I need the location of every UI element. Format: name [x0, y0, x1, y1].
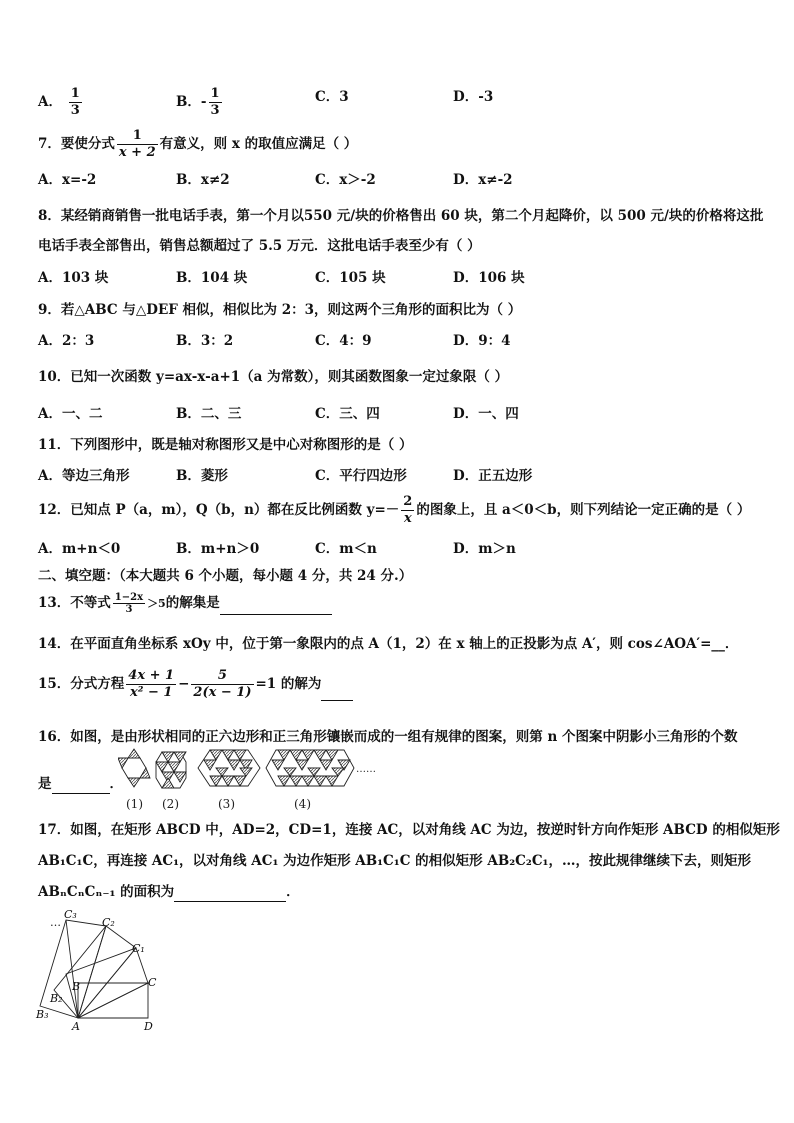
q17-stem-line3: ABₙCₙCₙ₋₁ 的面积为 ．: [38, 884, 300, 900]
q13-answer-blank[interactable]: [220, 600, 332, 615]
tiling-pattern-4: [266, 750, 354, 786]
q8-option-d: D．106 块: [453, 270, 525, 286]
label-b2: B₂: [50, 992, 63, 1005]
q8-stem-line2: 电话手表全部售出，销售总额超过了 5.5 万元．这批电话手表至少有（ ）: [38, 238, 481, 254]
q17-stem-line1: 17．如图，在矩形 ABCD 中，AD=2，CD=1，连接 AC，以对角线 AC 为边，按逆时针方向作矩形 ABCD 的相似矩形: [38, 822, 780, 838]
q8-option-c: C．105 块: [315, 270, 386, 286]
q6-option-b: [176, 86, 224, 119]
q9-option-c: C．4：9: [315, 333, 372, 349]
tiling-label-1: (1): [126, 797, 143, 811]
q7-option-c: C．x＞-2: [315, 172, 376, 188]
q17-answer-blank[interactable]: [174, 887, 286, 902]
q9-stem: 9．若△ABC 与△DEF 相似，相似比为 2：3，则这两个三角形的面积比为（ ）: [38, 302, 522, 318]
q15-answer-blank[interactable]: [321, 686, 353, 701]
q6-option-a-fraction: $\frac{1}{3}$: [70, 86, 80, 118]
label-c: C: [148, 976, 157, 989]
q7-option-a: A．x=-2: [38, 172, 97, 188]
q11-option-c: C．平行四边形: [315, 468, 407, 484]
q12-option-c: C．m＜n: [315, 541, 377, 557]
tiling-label-2: (2): [162, 797, 179, 811]
q10-option-a: A．一、二: [38, 406, 103, 422]
q8-option-a: A．103 块: [38, 270, 109, 286]
q12-stem: 12．已知点 P（a，m），Q（b，n）都在反比例函数 y=－ $\frac{2}{x}$ 的图象上，且 a＜0＜b，则下列结论一定正确的是（ ）: [38, 494, 751, 526]
q7-stem: 7．要使分式 $\frac{1}{x + 2}$ 有意义，则 x 的取值应满足（ ）: [38, 128, 358, 160]
q16-tiling-figure: [118, 748, 378, 816]
q11-option-d: D．正五边形: [453, 468, 533, 484]
q17-stem-line2: AB₁C₁C，再连接 AC₁，以对角线 AC₁ 为边作矩形 AB₁C₁C 的相似矩形 AB₂C₂C₁，…，按此规律继续下去，则矩形: [38, 853, 751, 869]
q16-stem-line1: 16．如图，是由形状相同的正六边形和正三角形镶嵌而成的一组有规律的图案，则第 n 个图案中阴影小三角形的个数: [38, 729, 738, 745]
q9-option-a: A．2：3: [38, 333, 95, 349]
q6-option-b-letter: B．: [176, 94, 201, 110]
q15-fraction-1: $\frac{4x + 1}{\text{x² − 1}}$: [128, 668, 175, 700]
q12-option-a: A．m+n＜0: [38, 541, 121, 557]
q8-option-b: B．104 块: [176, 270, 248, 286]
q7-fraction: $\frac{1}{x + 2}$: [118, 128, 156, 160]
tiling-dots: ……: [356, 764, 376, 775]
q12-option-d: D．m＞n: [453, 541, 516, 557]
q17-rectangle-figure: [30, 906, 170, 1034]
q16-answer-blank[interactable]: [52, 779, 110, 794]
tiling-pattern-1: [118, 749, 150, 787]
q11-option-b: B．菱形: [176, 468, 228, 484]
q10-stem: 10．已知一次函数 y=ax-x-a+1（a 为常数），则其函数图象一定过象限（ ）: [38, 369, 509, 385]
q6-option-c: C．3: [315, 89, 349, 105]
q6-option-d: D．-3: [453, 89, 494, 105]
q10-option-c: C．三、四: [315, 406, 380, 422]
tiling-pattern-3: [198, 750, 260, 786]
q6-option-b-fraction: $\frac{1}{3}$: [210, 86, 220, 118]
q7-option-d: D．x≠-2: [453, 172, 513, 188]
q6-option-a-letter: A．: [38, 94, 62, 110]
q13-fraction: $\frac{1-2x}{3}$: [114, 592, 144, 615]
label-b: B: [72, 980, 81, 993]
q6-option-a: [38, 86, 84, 119]
rectangle-ab2c2c1: [54, 926, 136, 1018]
tiling-pattern-2: [156, 752, 186, 788]
tiling-label-3: (3): [218, 797, 235, 811]
q9-option-b: B．3：2: [176, 333, 234, 349]
q9-option-d: D．9：4: [453, 333, 511, 349]
q11-option-a: A．等边三角形: [38, 468, 130, 484]
q7-option-b: B．x≠2: [176, 172, 230, 188]
q11-stem: 11．下列图形中，既是轴对称图形又是中心对称图形的是（ ）: [38, 437, 413, 453]
label-d: D: [144, 1020, 153, 1033]
q10-option-d: D．一、四: [453, 406, 519, 422]
q15-fraction-2: $\frac{5}{2(x - 1)}$: [193, 668, 252, 700]
q10-option-b: B．二、三: [176, 406, 242, 422]
label-dots: …: [50, 916, 61, 929]
q6-option-b-sign: -: [200, 94, 207, 110]
section-2-heading: 二、填空题：（本大题共 6 个小题，每小题 4 分，共 24 分.）: [38, 568, 413, 584]
q16-stem-line2: 是 ．: [38, 776, 123, 792]
q15-stem: 15．分式方程 $\frac{4x + 1}{\text{x² − 1}}$ − $\frac{5}{2(x - 1)}$ =1 的解为: [38, 668, 353, 701]
q8-stem-line1: 8．某经销商销售一批电话手表，第一个月以550 元/块的价格售出 60 块，第二个月起降价，以 500 元/块的价格将这批: [38, 208, 764, 224]
label-c1: C₁: [132, 942, 145, 955]
q12-fraction: $\frac{2}{x}$: [403, 494, 413, 526]
label-c2: C₂: [102, 916, 115, 929]
label-a: A: [72, 1020, 80, 1033]
tiling-label-4: (4): [294, 797, 311, 811]
q12-option-b: B．m+n＞0: [176, 541, 260, 557]
q14-stem: 14．在平面直角坐标系 xOy 中，位于第一象限内的点 A（1，2）在 x 轴上的正投影为点 A′，则 cos∠AOA′=__．: [38, 636, 739, 652]
label-b3: B₃: [36, 1008, 49, 1021]
label-c3: C₃: [64, 908, 77, 921]
q13-stem: 13．不等式 $\frac{1-2x}{3}$ ＞5的解集是: [38, 592, 332, 615]
